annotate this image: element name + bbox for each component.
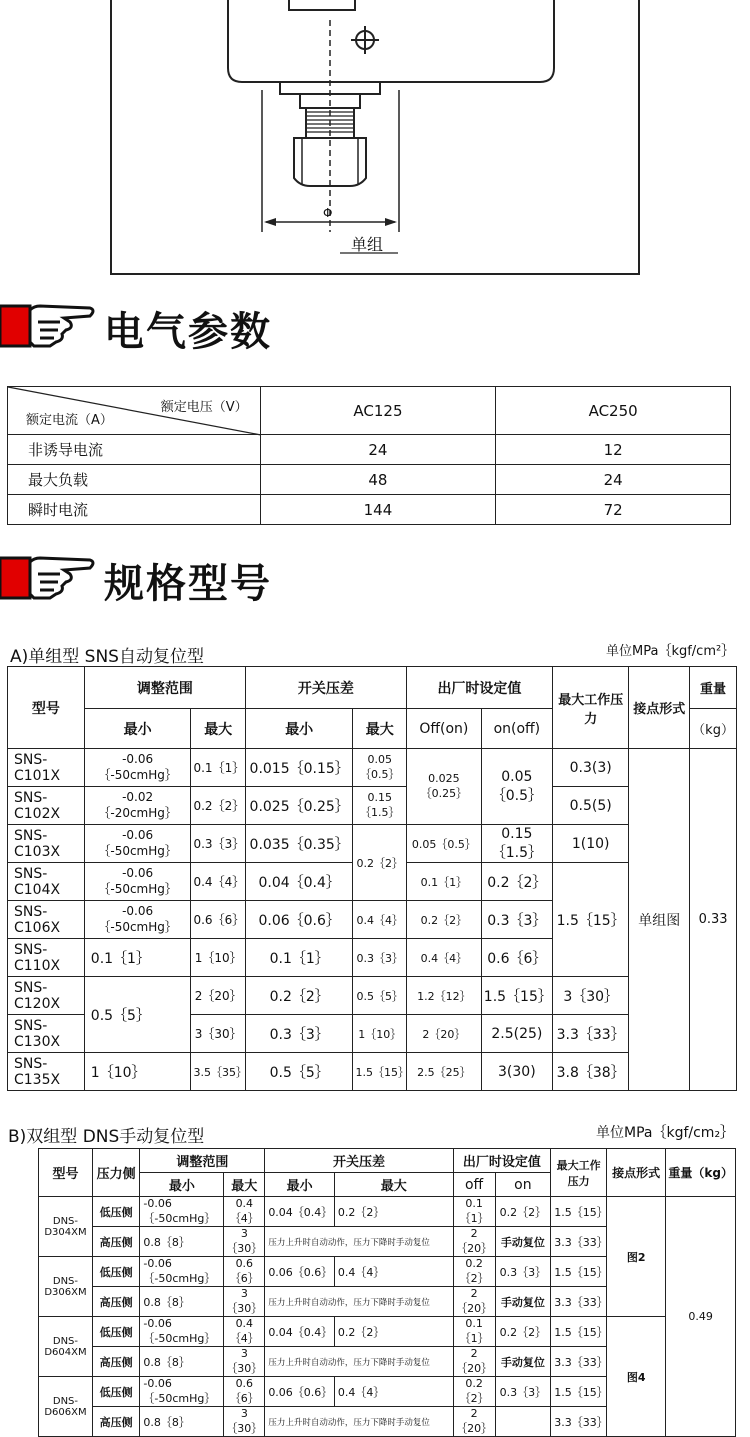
- adjust-max-cell: 3｛30｝: [191, 1015, 245, 1053]
- diff-min-cell: 0.04｛0.4｝: [245, 863, 353, 901]
- model-cell: SNS-C106X: [8, 901, 85, 939]
- electrical-title: 电气参数: [104, 308, 272, 355]
- low-side-label: 低压侧: [92, 1197, 140, 1227]
- table-row: [8, 495, 731, 525]
- row-label: 非诱导电流: [8, 435, 261, 465]
- model-cell: SNS-C130X: [8, 1015, 85, 1053]
- max-pressure-cell: 1.5｛15｝: [551, 1257, 607, 1287]
- max-pressure-cell: 1.5｛15｝: [551, 1197, 607, 1227]
- column-header-ac250: AC250: [496, 387, 731, 435]
- factory-off-cell: 0.1｛1｝: [406, 863, 481, 901]
- header-off-on: Off(on): [406, 709, 481, 749]
- max-pressure-cell: 1.5｛15｝: [551, 1317, 607, 1347]
- manual-reset-cell: 手动复位: [495, 1347, 551, 1377]
- low-side-label: 低压侧: [92, 1317, 140, 1347]
- table-row: [39, 1317, 736, 1347]
- diff-min-cell: 0.06｛0.6｝: [245, 901, 353, 939]
- adjust-max-cell: 3｛30｝: [224, 1347, 265, 1377]
- spec-b-unit: 单位MPa｛kgf/cm₂｝: [596, 1125, 735, 1141]
- factory-off-cell: 0.2｛2｝: [453, 1257, 495, 1287]
- header-adjust-range: 调整范围: [84, 667, 245, 709]
- diff-max-cell: 0.2｛2｝: [334, 1197, 453, 1227]
- adjust-max-cell: 0.4｛4｝: [224, 1317, 265, 1347]
- table-row: [8, 977, 737, 1015]
- model-cell: DNS-D604XM: [39, 1317, 93, 1377]
- max-pressure-cell: 3｛30｝: [552, 977, 629, 1015]
- spec-b-subtitle: B)双组型 DNS手动复位型: [8, 1127, 205, 1147]
- adjust-min-cell: 0.8｛8｝: [140, 1347, 224, 1377]
- cell-value: 72: [496, 495, 731, 525]
- high-side-label: 高压侧: [92, 1407, 140, 1437]
- header-max: 最大: [353, 709, 406, 749]
- header-factory-setting: 出厂时设定值: [453, 1149, 551, 1173]
- diff-max-cell: 0.4｛4｝: [334, 1377, 453, 1407]
- diff-max-cell: 0.3｛3｝: [353, 939, 406, 977]
- header-max: 最大: [224, 1173, 265, 1197]
- header-max-pressure: 最大工作压力: [552, 667, 629, 749]
- auto-reset-note: 压力上升时自动动作，压力下降时手动复位: [265, 1287, 453, 1317]
- factory-on-cell: 0.3｛3｝: [495, 1377, 551, 1407]
- pointing-hand-icon: [0, 294, 100, 354]
- adjust-min-cell: -0.06｛-50cmHg｝: [140, 1377, 224, 1407]
- contact-type-cell: 图2: [607, 1197, 666, 1317]
- adjust-max-cell: 0.2｛2｝: [191, 787, 245, 825]
- model-cell: SNS-C101X: [8, 749, 85, 787]
- electrical-diagonal-header: [8, 387, 261, 435]
- factory-on-cell: 3(30): [481, 1053, 552, 1091]
- diff-max-cell: 0.4｛4｝: [353, 901, 406, 939]
- adjust-min-cell: -0.06｛-50cmHg｝: [140, 1197, 224, 1227]
- adjust-max-cell: 0.6｛6｝: [224, 1377, 265, 1407]
- factory-on-cell: 0.2｛2｝: [495, 1317, 551, 1347]
- contact-type-cell: 单组图: [629, 749, 690, 1091]
- table-row: [8, 435, 731, 465]
- spec-section-heading: [0, 546, 750, 616]
- adjust-max-cell: 0.6｛6｝: [224, 1257, 265, 1287]
- factory-off-cell: 2｛20｝: [453, 1287, 495, 1317]
- max-pressure-cell: 3.8｛38｝: [552, 1053, 629, 1091]
- diff-min-cell: 0.5｛5｝: [245, 1053, 353, 1091]
- factory-off-cell: 2｛20｝: [453, 1227, 495, 1257]
- header-weight: 重量（kg）: [666, 1149, 736, 1197]
- spec-b-table: [38, 1148, 736, 1437]
- adjust-min-cell: 0.1｛1｝: [84, 939, 191, 977]
- spec-a-subtitle: A)单组型 SNS自动复位型: [10, 647, 204, 667]
- high-side-label: 高压侧: [92, 1227, 140, 1257]
- diff-min-cell: 0.025｛0.25｝: [245, 787, 353, 825]
- factory-off-cell: 0.025｛0.25｝: [406, 749, 481, 825]
- weight-cell: 0.33: [690, 749, 737, 1091]
- voltage-header: 额定电压（V）: [160, 400, 248, 415]
- header-min: 最小: [245, 709, 353, 749]
- weight-cell: 0.49: [666, 1197, 736, 1437]
- header-min: 最小: [140, 1173, 224, 1197]
- table-row: [8, 787, 737, 825]
- header-min: 最小: [265, 1173, 335, 1197]
- model-cell: SNS-C110X: [8, 939, 85, 977]
- header-max: 最大: [334, 1173, 453, 1197]
- max-pressure-cell: 1.5｛15｝: [552, 863, 629, 977]
- electrical-section-heading: [0, 294, 750, 364]
- max-pressure-cell: 3.3｛33｝: [551, 1407, 607, 1437]
- model-cell: SNS-C102X: [8, 787, 85, 825]
- manual-reset-cell: 手动复位: [495, 1227, 551, 1257]
- drawing-caption: 单组: [351, 235, 384, 254]
- max-pressure-cell: 3.3｛33｝: [552, 1015, 629, 1053]
- header-model: 型号: [8, 667, 85, 749]
- adjust-min-cell: -0.06｛-50cmHg｝: [84, 901, 191, 939]
- header-off: off: [453, 1173, 495, 1197]
- table-row: [8, 825, 737, 863]
- header-switch-diff: 开关压差: [245, 667, 406, 709]
- adjust-min-cell: 1｛10｝: [84, 1053, 191, 1091]
- factory-on-cell: 1.5｛15｝: [481, 977, 552, 1015]
- max-pressure-cell: 0.5(5): [552, 787, 629, 825]
- diff-min-cell: 0.035｛0.35｝: [245, 825, 353, 863]
- factory-on-cell: 0.15｛1.5｝: [481, 825, 552, 863]
- row-label: 最大负载: [8, 465, 261, 495]
- diff-max-cell: 0.15｛1.5｝: [353, 787, 406, 825]
- current-header: 额定电流（A）: [26, 413, 113, 428]
- table-row: [8, 465, 731, 495]
- factory-off-cell: 0.1｛1｝: [453, 1317, 495, 1347]
- pointing-hand-icon: [0, 546, 100, 606]
- model-cell: DNS-D304XM: [39, 1197, 93, 1257]
- factory-off-cell: 0.4｛4｝: [406, 939, 481, 977]
- phi-label: Φ: [323, 206, 333, 220]
- header-weight: 重量: [690, 667, 737, 709]
- diff-min-cell: 0.06｛0.6｝: [265, 1377, 335, 1407]
- manual-reset-cell: 手动复位: [495, 1287, 551, 1317]
- factory-on-cell: 0.6｛6｝: [481, 939, 552, 977]
- model-cell: DNS-D606XM: [39, 1377, 93, 1437]
- model-cell: DNS-D306XM: [39, 1257, 93, 1317]
- table-row: [8, 1053, 737, 1091]
- diff-max-cell: 0.2｛2｝: [334, 1317, 453, 1347]
- header-switch-diff: 开关压差: [265, 1149, 453, 1173]
- model-cell: SNS-C104X: [8, 863, 85, 901]
- adjust-min-cell: -0.06｛-50cmHg｝: [140, 1317, 224, 1347]
- factory-off-cell: 0.1｛1｝: [453, 1197, 495, 1227]
- factory-on-cell: 0.2｛2｝: [481, 863, 552, 901]
- diff-min-cell: 0.04｛0.4｝: [265, 1317, 335, 1347]
- adjust-min-cell: -0.06｛-50cmHg｝: [140, 1257, 224, 1287]
- table-row: [39, 1197, 736, 1227]
- adjust-min-cell: -0.06｛-50cmHg｝: [84, 825, 191, 863]
- auto-reset-note: 压力上升时自动动作，压力下降时手动复位: [265, 1347, 453, 1377]
- diff-min-cell: 0.06｛0.6｝: [265, 1257, 335, 1287]
- table-row: [8, 749, 737, 787]
- factory-off-cell: 1.2｛12｝: [406, 977, 481, 1015]
- adjust-max-cell: 0.6｛6｝: [191, 901, 245, 939]
- diff-min-cell: 0.3｛3｝: [245, 1015, 353, 1053]
- max-pressure-cell: 0.3(3): [552, 749, 629, 787]
- cell-value: 12: [496, 435, 731, 465]
- adjust-min-cell: -0.06｛-50cmHg｝: [84, 863, 191, 901]
- adjust-max-cell: 0.4｛4｝: [191, 863, 245, 901]
- factory-off-cell: 2.5｛25｝: [406, 1053, 481, 1091]
- factory-off-cell: 2｛20｝: [453, 1347, 495, 1377]
- low-side-label: 低压侧: [92, 1257, 140, 1287]
- diff-max-cell: 1.5｛15｝: [353, 1053, 406, 1091]
- contact-type-cell: 图4: [607, 1317, 666, 1437]
- factory-off-cell: 0.2｛2｝: [406, 901, 481, 939]
- cell-value: 24: [496, 465, 731, 495]
- factory-on-cell: 2.5(25): [481, 1015, 552, 1053]
- header-max-pressure: 最大工作压力: [551, 1149, 607, 1197]
- diff-max-cell: 0.05｛0.5｝: [353, 749, 406, 787]
- empty-cell: [495, 1407, 551, 1437]
- cell-value: 48: [260, 465, 496, 495]
- adjust-max-cell: 3｛30｝: [224, 1227, 265, 1257]
- diff-max-cell: 0.5｛5｝: [353, 977, 406, 1015]
- header-factory-setting: 出厂时设定值: [406, 667, 552, 709]
- max-pressure-cell: 3.3｛33｝: [551, 1227, 607, 1257]
- header-on-off: on(off): [481, 709, 552, 749]
- header-contact-type: 接点形式: [607, 1149, 666, 1197]
- max-pressure-cell: 1.5｛15｝: [551, 1377, 607, 1407]
- switch-drawing: [0, 0, 750, 290]
- adjust-max-cell: 0.3｛3｝: [191, 825, 245, 863]
- adjust-max-cell: 3｛30｝: [224, 1407, 265, 1437]
- cell-value: 144: [260, 495, 496, 525]
- factory-on-cell: 0.3｛3｝: [481, 901, 552, 939]
- spec-title: 规格型号: [104, 560, 272, 607]
- header-on: on: [495, 1173, 551, 1197]
- adjust-min-cell: 0.8｛8｝: [140, 1407, 224, 1437]
- factory-off-cell: 2｛20｝: [453, 1407, 495, 1437]
- auto-reset-note: 压力上升时自动动作，压力下降时手动复位: [265, 1407, 453, 1437]
- electrical-table: [7, 386, 731, 525]
- factory-off-cell: 0.2｛2｝: [453, 1377, 495, 1407]
- adjust-max-cell: 3.5｛35｝: [191, 1053, 245, 1091]
- header-weight-unit: （kg）: [690, 709, 737, 749]
- diff-min-cell: 0.1｛1｝: [245, 939, 353, 977]
- diff-max-cell: 1｛10｝: [353, 1015, 406, 1053]
- model-cell: SNS-C135X: [8, 1053, 85, 1091]
- adjust-min-cell: 0.8｛8｝: [140, 1287, 224, 1317]
- diff-max-cell: 0.2｛2｝: [353, 825, 406, 901]
- spec-a-unit: 单位MPa｛kgf/cm²｝: [606, 644, 735, 659]
- row-label: 瞬时电流: [8, 495, 261, 525]
- header-adjust-range: 调整范围: [140, 1149, 265, 1173]
- cell-value: 24: [260, 435, 496, 465]
- adjust-min-cell: -0.02｛-20cmHg｝: [84, 787, 191, 825]
- header-contact-type: 接点形式: [629, 667, 690, 749]
- factory-on-cell: 0.2｛2｝: [495, 1197, 551, 1227]
- factory-off-cell: 2｛20｝: [406, 1015, 481, 1053]
- column-header-ac125: AC125: [260, 387, 496, 435]
- max-pressure-cell: 3.3｛33｝: [551, 1287, 607, 1317]
- high-side-label: 高压侧: [92, 1287, 140, 1317]
- header-pressure-side: 压力侧: [92, 1149, 140, 1197]
- spec-a-table: [7, 666, 737, 1091]
- diff-max-cell: 0.4｛4｝: [334, 1257, 453, 1287]
- header-min: 最小: [84, 709, 191, 749]
- adjust-min-cell: 0.8｛8｝: [140, 1227, 224, 1257]
- low-side-label: 低压侧: [92, 1377, 140, 1407]
- diff-min-cell: 0.2｛2｝: [245, 977, 353, 1015]
- adjust-max-cell: 1｛10｝: [191, 939, 245, 977]
- diff-min-cell: 0.015｛0.15｝: [245, 749, 353, 787]
- diff-min-cell: 0.04｛0.4｝: [265, 1197, 335, 1227]
- header-model: 型号: [39, 1149, 93, 1197]
- adjust-max-cell: 2｛20｝: [191, 977, 245, 1015]
- model-cell: SNS-C120X: [8, 977, 85, 1015]
- max-pressure-cell: 1(10): [552, 825, 629, 863]
- adjust-min-cell: 0.5｛5｝: [84, 977, 191, 1053]
- factory-on-cell: 0.3｛3｝: [495, 1257, 551, 1287]
- factory-on-cell: 0.05｛0.5｝: [481, 749, 552, 825]
- max-pressure-cell: 3.3｛33｝: [551, 1347, 607, 1377]
- adjust-max-cell: 0.1｛1｝: [191, 749, 245, 787]
- adjust-max-cell: 3｛30｝: [224, 1287, 265, 1317]
- header-max: 最大: [191, 709, 245, 749]
- high-side-label: 高压侧: [92, 1347, 140, 1377]
- auto-reset-note: 压力上升时自动动作，压力下降时手动复位: [265, 1227, 453, 1257]
- factory-off-cell: 0.05｛0.5｝: [406, 825, 481, 863]
- model-cell: SNS-C103X: [8, 825, 85, 863]
- adjust-max-cell: 0.4｛4｝: [224, 1197, 265, 1227]
- adjust-min-cell: -0.06｛-50cmHg｝: [84, 749, 191, 787]
